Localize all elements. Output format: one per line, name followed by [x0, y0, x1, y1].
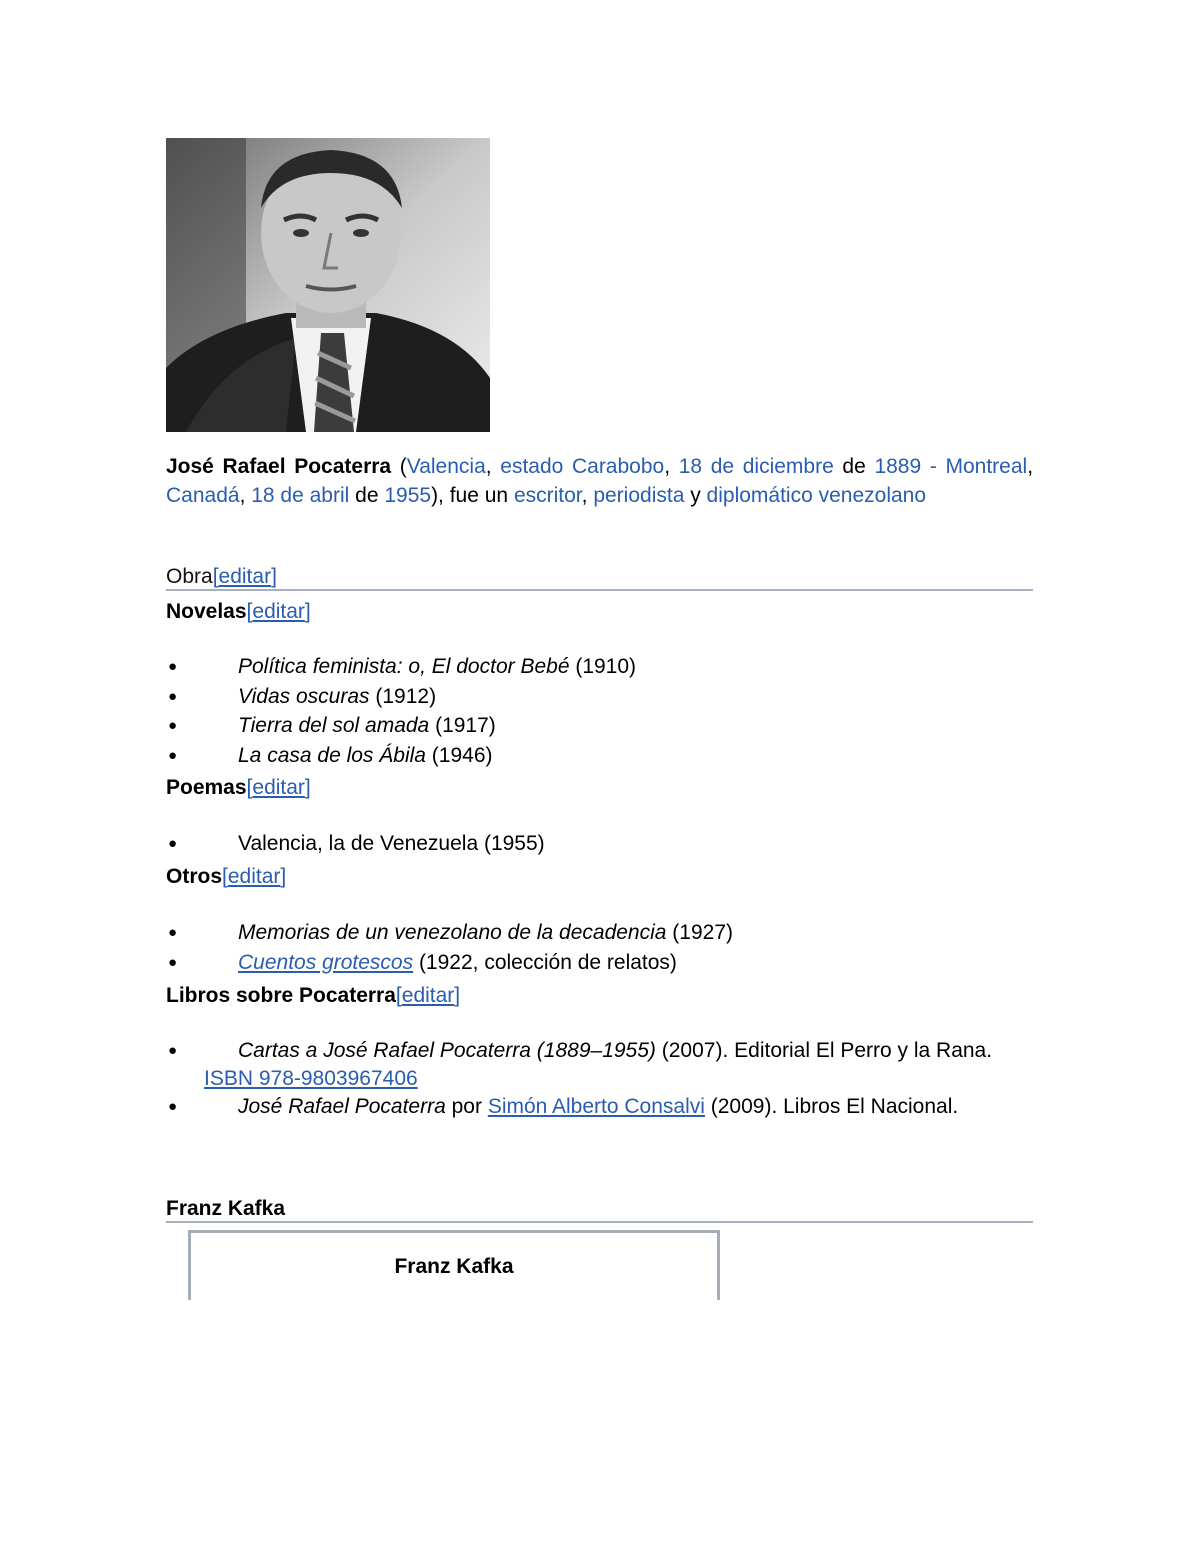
work-title-link[interactable]: Cuentos grotescos	[238, 950, 414, 974]
work-year: (1917)	[429, 714, 496, 737]
subsection-heading-novelas: Novelas[editar]	[166, 600, 311, 623]
intro-text: ,	[485, 455, 501, 478]
work-title: Valencia, la de Venezuela (1955)	[238, 832, 545, 855]
work-title: Memorias de un venezolano de la decadencia	[238, 921, 667, 944]
birth-state-link[interactable]: estado Carabobo	[500, 455, 665, 478]
edit-link-obra[interactable]: editar	[218, 565, 272, 588]
infobox-title: Franz Kafka	[394, 1255, 514, 1278]
work-title: Vidas oscuras	[238, 684, 370, 708]
work-year: (1946)	[425, 743, 493, 767]
list-item	[166, 1037, 1033, 1093]
work-year: (1922, colección de relatos)	[413, 950, 677, 974]
intro-text: de	[833, 455, 875, 478]
intro-text: ,	[664, 455, 679, 478]
book-title: Cartas a José Rafael Pocaterra (1889–1955)	[238, 1039, 656, 1062]
libros-list	[166, 1037, 1033, 1121]
book-details: por	[445, 1095, 488, 1118]
person-name: José Rafael Pocaterra	[166, 455, 392, 478]
subsection-heading-otros: Otros[editar]	[166, 865, 287, 888]
death-year-link[interactable]: 1955	[384, 484, 432, 507]
death-date-link[interactable]: 18 de abril	[251, 484, 350, 507]
work-title: Tierra del sol amada	[238, 714, 430, 737]
death-city-link[interactable]: Montreal	[945, 455, 1028, 478]
novelas-list	[166, 652, 1033, 770]
birth-city-link[interactable]: Valencia	[406, 455, 486, 478]
subsection-heading-poemas: Poemas[editar]	[166, 776, 311, 799]
subsection-title: Libros sobre Pocaterra	[166, 984, 396, 1007]
section-title: Obra	[166, 565, 213, 588]
list-item	[166, 918, 1033, 948]
intro-text: -	[921, 455, 946, 478]
intro-text: ), fue un	[431, 484, 514, 507]
work-title: Política feminista: o, El doctor Bebé	[238, 655, 570, 678]
edit-link-otros[interactable]: editar	[227, 865, 281, 888]
birth-date-link[interactable]: 18 de diciembre	[678, 455, 834, 478]
section-divider	[166, 589, 1033, 591]
poemas-list	[166, 829, 1033, 859]
list-item	[166, 741, 1033, 771]
list-item	[166, 652, 1033, 682]
intro-text: ,	[239, 484, 252, 507]
subsection-title: Poemas	[166, 776, 247, 799]
list-item	[166, 682, 1033, 712]
section-divider	[166, 1221, 1033, 1223]
isbn-link[interactable]: ISBN 978-9803967406	[204, 1067, 418, 1090]
birth-year-link[interactable]: 1889	[874, 455, 922, 478]
intro-text: de	[349, 484, 385, 507]
death-country-link[interactable]: Canadá	[166, 484, 240, 507]
role-diplomat-link[interactable]: diplomático	[706, 484, 813, 507]
author-link[interactable]: Simón Alberto Consalvi	[487, 1095, 705, 1118]
edit-link-libros[interactable]: editar	[401, 984, 455, 1007]
book-details: (2009). Libros El Nacional.	[704, 1095, 959, 1118]
intro-text: ,	[1027, 455, 1034, 478]
book-details: (2007). Editorial El Perro y la Rana.	[655, 1039, 993, 1062]
subsection-title: Novelas	[166, 600, 247, 623]
intro-text: (	[391, 455, 407, 478]
book-title: José Rafael Pocaterra	[238, 1095, 446, 1118]
edit-link-novelas[interactable]: editar	[252, 600, 305, 623]
list-item	[166, 1093, 1033, 1121]
subsection-heading-libros: Libros sobre Pocaterra[editar]	[166, 984, 461, 1007]
section-heading-kafka: Franz Kafka	[166, 1197, 286, 1220]
subsection-title: Otros	[166, 865, 223, 888]
edit-link-poemas[interactable]: editar	[252, 776, 305, 799]
work-year: (1912)	[369, 684, 437, 708]
work-year: (1910)	[569, 655, 637, 678]
list-item	[166, 829, 1033, 859]
list-item	[166, 948, 1033, 978]
nationality-link[interactable]: venezolano	[818, 484, 927, 507]
work-year: (1927)	[666, 921, 733, 944]
role-writer-link[interactable]: escritor	[513, 484, 582, 507]
work-title: La casa de los Ábila	[238, 743, 426, 767]
intro-text: ,	[581, 484, 594, 507]
list-item	[166, 711, 1033, 741]
section-heading-obra: Obra[editar]	[166, 565, 277, 588]
otros-list	[166, 918, 1033, 977]
intro-paragraph	[166, 452, 1033, 510]
role-journalist-link[interactable]: periodista	[593, 484, 685, 507]
author-portrait	[166, 138, 490, 432]
infobox	[188, 1230, 720, 1300]
intro-text: y	[684, 484, 707, 507]
